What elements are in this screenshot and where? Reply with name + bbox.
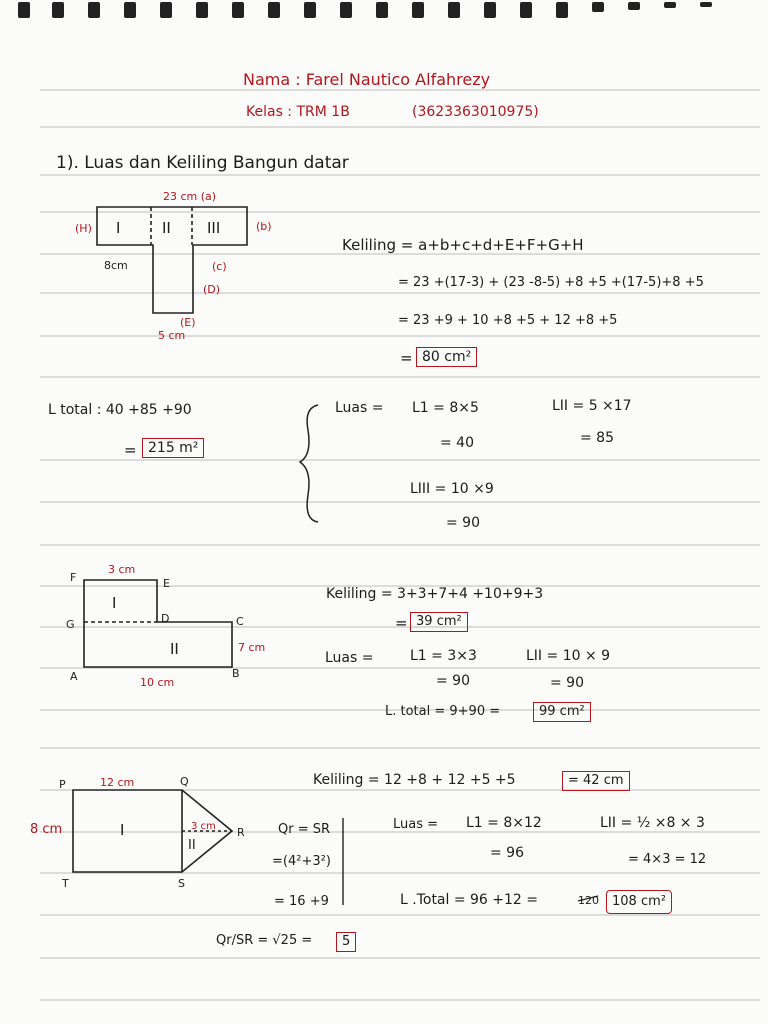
l-shape-figure: [84, 580, 232, 667]
shape3-luas-label: Luas =: [393, 817, 439, 832]
shape1-l2-val: = 85: [580, 430, 614, 446]
shape2-luas-label: Luas =: [325, 650, 374, 666]
shape1-5cm: 5 cm: [158, 329, 186, 342]
shape1-ltotal: L total : 40 +85 +90: [48, 402, 192, 418]
shape1-l1-val: = 40: [440, 435, 474, 451]
shape1-part-1: I: [116, 219, 121, 237]
shape3-qr-4: Qr/SR = √25 =: [216, 933, 313, 948]
shape3-top-label: 12 cm: [100, 776, 135, 789]
shape2-keliling-eq: =: [395, 614, 408, 632]
vertex-f: F: [70, 571, 77, 584]
shape2-l1-val: = 90: [436, 673, 470, 689]
shape2-top-label: 3 cm: [108, 563, 136, 576]
section-title: 1). Luas dan Keliling Bangun datar: [56, 153, 349, 173]
shape3-ltotal-strike: 120: [578, 894, 599, 907]
shape1-result-eq: =: [400, 349, 413, 367]
shape3-left-label: 8 cm: [30, 822, 63, 837]
shape1-l2: LII = 5 ×17: [552, 398, 632, 414]
shape1-luas-label: Luas =: [335, 400, 384, 416]
shape3-l1-val: = 96: [490, 845, 524, 861]
shape1-right-label: (b): [256, 220, 272, 233]
shape1-ltotal-eq: =: [124, 441, 137, 459]
shape2-l2-val: = 90: [550, 675, 584, 691]
shape1-part-3: III: [207, 219, 221, 237]
vertex-t: T: [62, 877, 69, 890]
shape1-ltotal-result: 215 m²: [142, 438, 204, 458]
shape2-bottom-label: 10 cm: [140, 676, 175, 689]
shape3-ltotal-result: 108 cm²: [606, 890, 672, 914]
shape3-l2-val: = 4×3 = 12: [628, 852, 707, 867]
vertex-q: Q: [180, 775, 189, 788]
vertex-p: P: [59, 778, 66, 791]
shape1-keliling-1: Keliling = a+b+c+d+E+F+G+H: [342, 236, 584, 254]
vertex-r: R: [237, 826, 245, 839]
shape1-l1: L1 = 8×5: [412, 400, 479, 416]
shape2-keliling: Keliling = 3+3+7+4 +10+9+3: [326, 586, 544, 602]
shape3-l1: L1 = 8×12: [466, 815, 542, 831]
shape3-inner-label: 3 cm: [191, 821, 216, 832]
shape1-l3-val: = 90: [446, 515, 480, 531]
shape1-left-label: (H): [75, 222, 92, 235]
vertex-s: S: [178, 877, 185, 890]
student-nim: (3623363010975): [412, 104, 539, 120]
student-name: Nama : Farel Nautico Alfahrezy: [243, 70, 491, 89]
vertex-g: G: [66, 618, 75, 631]
vertex-a: A: [70, 670, 78, 683]
shape3-ltotal: L .Total = 96 +12 =: [400, 892, 539, 908]
shape3-qr-2: =(4²+3²): [272, 854, 331, 869]
shape1-part-2: II: [162, 219, 171, 237]
shape2-right-label: 7 cm: [238, 641, 266, 654]
vertex-c: C: [236, 615, 244, 628]
shape1-keliling-result: 80 cm²: [416, 347, 477, 367]
student-class: Kelas : TRM 1B: [246, 104, 350, 120]
shape1-l3: LIII = 10 ×9: [410, 481, 494, 497]
shape2-l1: L1 = 3×3: [410, 648, 477, 664]
shape3-keliling: Keliling = 12 +8 + 12 +5 +5: [313, 772, 516, 788]
shape2-l2: LII = 10 × 9: [526, 648, 611, 664]
shape2-part-1: I: [112, 594, 117, 612]
shape1-label-c: (c): [212, 260, 227, 273]
shape2-ltotal: L. total = 9+90 =: [385, 704, 501, 719]
shape3-l2: LII = ½ ×8 × 3: [600, 815, 705, 831]
shape3-qr-1: Qr = SR: [278, 822, 331, 837]
vertex-d: D: [161, 612, 170, 625]
shape1-label-e: (E): [180, 316, 196, 329]
shape3-part-1: I: [120, 821, 125, 839]
shape2-ltotal-result: 99 cm²: [533, 702, 591, 722]
vertex-e: E: [163, 577, 170, 590]
shape3-keliling-result: = 42 cm: [562, 771, 630, 791]
shape2-keliling-result: 39 cm²: [410, 612, 468, 632]
shape2-part-2: II: [170, 640, 179, 658]
shape1-top-label: 23 cm (a): [163, 190, 217, 203]
shape1-label-d: (D): [203, 283, 221, 296]
vertex-b: B: [232, 667, 240, 680]
shape1-keliling-3: = 23 +9 + 10 +8 +5 + 12 +8 +5: [398, 313, 618, 328]
spiral-binding: [18, 2, 712, 18]
shape1-8cm: 8cm: [104, 259, 128, 272]
shape3-qr-3: = 16 +9: [274, 894, 329, 909]
shape3-part-2: II: [188, 838, 196, 853]
shape1-keliling-2: = 23 +(17-3) + (23 -8-5) +8 +5 +(17-5)+8 +5: [398, 275, 704, 290]
shape3-qr-result: 5: [336, 932, 356, 952]
curly-brace: [300, 405, 318, 522]
